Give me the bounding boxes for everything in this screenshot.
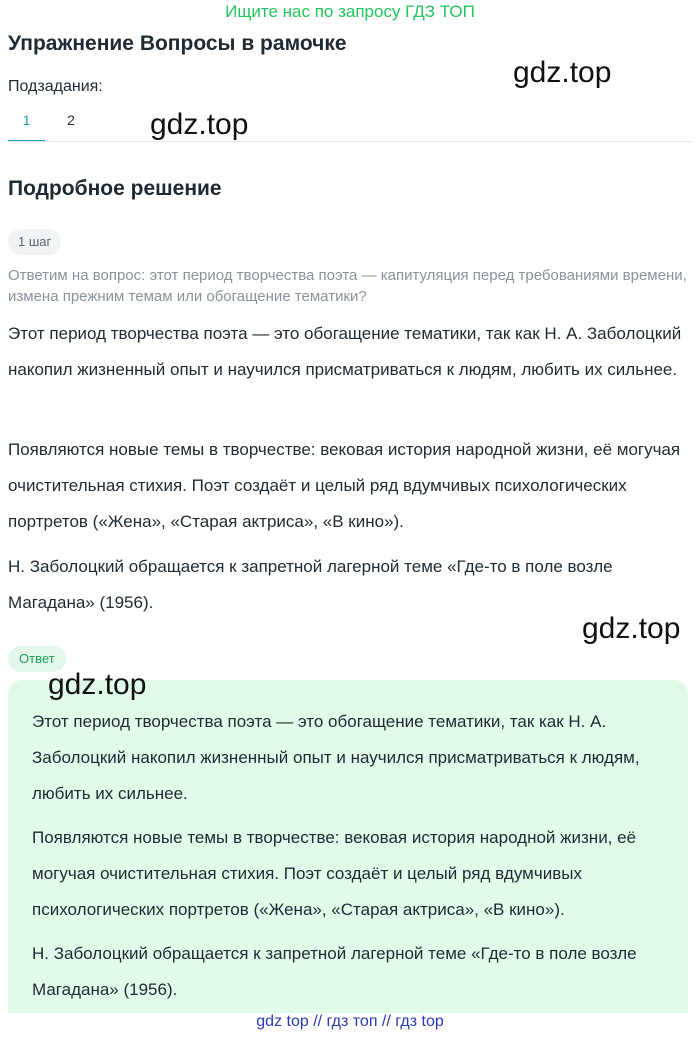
footer-links: gdz top // гдз топ // гдз top xyxy=(256,1013,444,1030)
answer-badge: Ответ xyxy=(8,646,66,672)
subtasks-label: Подзадания: xyxy=(8,78,103,95)
watermark: gdz.top xyxy=(48,668,147,701)
tab-subtask-1[interactable]: 1 xyxy=(8,110,45,142)
watermark: gdz.top xyxy=(150,108,249,141)
tabs-divider xyxy=(8,141,692,142)
answer-box xyxy=(8,680,688,1013)
solution-paragraph: Этот период творчества поэта — это обогащение тематики, так как Н. А. Заболоцкий накопил жизненный опыт и научился присматриваться к людям, любить их сильнее. xyxy=(8,324,682,379)
question-text: Ответим на вопрос: этот период творчества поэта — капитуляция перед требованиями времени, измена прежним темам или обогащение тематики? xyxy=(8,267,687,305)
watermark: gdz.top xyxy=(582,612,681,645)
search-banner: Ищите нас по запросу ГДЗ ТОП xyxy=(225,2,475,21)
step-badge: 1 шаг xyxy=(8,229,61,255)
page-title: Упражнение Вопросы в рамочке xyxy=(8,32,347,55)
solution-paragraph: Появляются новые темы в творчестве: вековая история народной жизни, её могучая очистительная стихия. Поэт создаёт и целый ряд вдумчивых психологических портретов («Жена», «Старая актриса», «В кино»). xyxy=(8,440,681,531)
solution-title: Подробное решение xyxy=(8,177,222,200)
watermark: gdz.top xyxy=(513,56,612,89)
solution-paragraph: Н. Заболоцкий обращается к запретной лагерной теме «Где-то в поле возле Магадана» (1956). xyxy=(8,557,613,612)
answer-paragraph: Н. Заболоцкий обращается к запретной лагерной теме «Где-то в поле возле Магадана» (1956). xyxy=(32,944,637,999)
tab-subtask-2[interactable]: 2 xyxy=(67,112,75,128)
answer-paragraph: Появляются новые темы в творчестве: вековая история народной жизни, её могучая очистительная стихия. Поэт создаёт и целый ряд вдумчивых психологических портретов («Жена», «Старая актриса», «В кино»). xyxy=(32,828,637,919)
answer-paragraph: Этот период творчества поэта — это обогащение тематики, так как Н. А. Заболоцкий накопил жизненный опыт и научился присматриваться к людям, любить их сильнее. xyxy=(32,712,640,803)
